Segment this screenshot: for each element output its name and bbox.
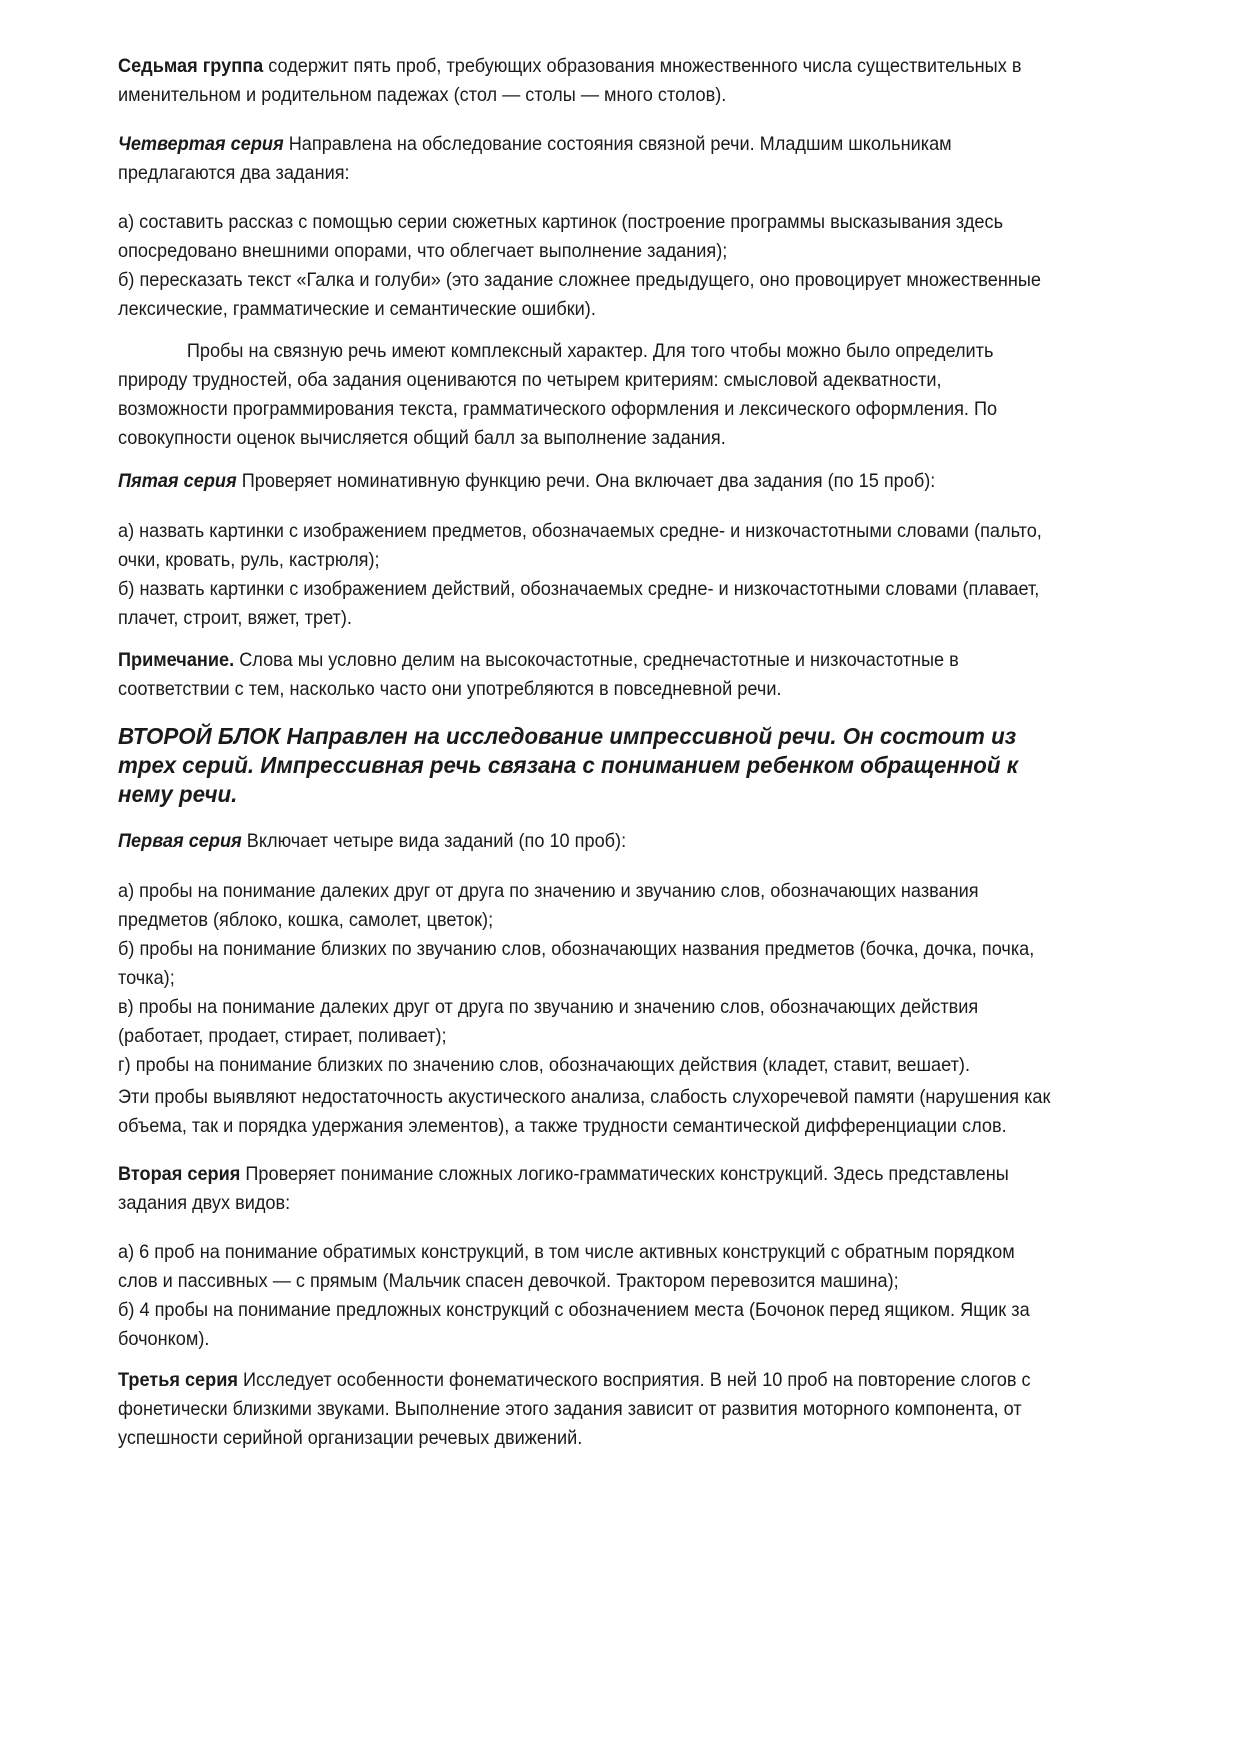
text-line: а) составить рассказ с помощью серии сюжетных картинок (построение программы высказывания здесь bbox=[118, 211, 1004, 233]
text-line: Пробы на связную речь имеют комплексный характер. Для того чтобы можно было определить bbox=[186, 340, 994, 362]
heading-line: нему речи. bbox=[118, 781, 238, 807]
text-line: предлагаются два задания: bbox=[118, 162, 350, 184]
text-line: объема, так и порядка удержания элементов), а также трудности семантической дифференциации слов. bbox=[118, 1115, 1007, 1137]
text-line: Проверяет номинативную функцию речи. Она включает два задания (по 15 проб): bbox=[236, 470, 936, 492]
paragraph-first-series bbox=[118, 827, 1113, 856]
text-line: успешности серийной организации речевых движений. bbox=[118, 1427, 583, 1449]
heading-line: ВТОРОЙ БЛОК Направлен на исследование импрессивной речи. Он состоит из bbox=[118, 723, 1017, 749]
text-line: Эти пробы выявляют недостаточность акустического анализа, слабость слухоречевой памяти (нарушения как bbox=[118, 1086, 1051, 1108]
text-line: Исследует особенности фонематического восприятия. В ней 10 проб на повторение слогов с bbox=[237, 1369, 1031, 1391]
text-line: а) пробы на понимание далеких друг от друга по значению и звучанию слов, обозначающих названия bbox=[118, 880, 979, 902]
text-line: природу трудностей, оба задания оцениваются по четырем критериям: смысловой адекватности, bbox=[118, 369, 942, 391]
text-line: б) 4 пробы на понимание предложных конструкций с обозначением места (Бочонок перед ящиком. Ящик за bbox=[118, 1299, 1030, 1321]
text-line: б) пересказать текст «Галка и голуби» (это задание сложнее предыдущего, оно провоцирует множественные bbox=[118, 269, 1041, 291]
text-line: опосредовано внешними опорами, что облегчает выполнение задания); bbox=[118, 240, 728, 262]
text-line: а) назвать картинки с изображением предметов, обозначаемых средне- и низкочастотными словами (пальто, bbox=[118, 520, 1042, 542]
paragraph-fourth-series-tasks bbox=[118, 208, 1188, 324]
note-label: Примечание. bbox=[118, 649, 235, 671]
text-line: содержит пять проб, требующих образования множественного числа существительных в bbox=[263, 55, 1022, 77]
fifth-series-title: Пятая серия bbox=[118, 470, 237, 492]
second-series-label: Вторая серия bbox=[118, 1163, 241, 1185]
seventh-group-label: Седьмая группа bbox=[118, 55, 264, 77]
text-line: совокупности оценок вычисляется общий балл за выполнение задания. bbox=[118, 427, 726, 449]
text-line: Слова мы условно делим на высокочастотные, среднечастотные и низкочастотные в bbox=[234, 649, 959, 671]
paragraph-second-series bbox=[118, 1160, 1113, 1218]
text-line: б) пробы на понимание близких по звучанию слов, обозначающих названия предметов (бочка, дочка, почка, bbox=[118, 938, 1035, 960]
paragraph-probes-reveal bbox=[118, 1083, 1188, 1141]
text-line: задания двух видов: bbox=[118, 1192, 291, 1214]
paragraph-connected-speech bbox=[118, 337, 1113, 453]
text-line: Включает четыре вида заданий (по 10 проб): bbox=[241, 830, 627, 852]
text-line: слов и пассивных — с прямым (Мальчик спасен девочкой. Трактором перевозится машина); bbox=[118, 1270, 899, 1292]
first-series-title: Первая серия bbox=[118, 830, 242, 852]
text-line: предметов (яблоко, кошка, самолет, цветок); bbox=[118, 909, 494, 931]
text-line: именительном и родительном падежах (стол — столы — много столов). bbox=[118, 84, 727, 106]
text-line: соответствии с тем, насколько часто они употребляются в повседневной речи. bbox=[118, 678, 782, 700]
text-line: возможности программирования текста, грамматического оформления и лексического оформления. По bbox=[118, 398, 998, 420]
text-line: (работает, продает, стирает, поливает); bbox=[118, 1025, 447, 1047]
heading-line: трех серий. Импрессивная речь связана с пониманием ребенком обращенной к bbox=[118, 752, 1019, 778]
paragraph-second-series-tasks bbox=[118, 1238, 1188, 1354]
text-line: плачет, строит, вяжет, трет). bbox=[118, 607, 352, 629]
paragraph-third-series bbox=[118, 1366, 1188, 1453]
text-line: точка); bbox=[118, 967, 175, 989]
text-line: Направлена на обследование состояния связной речи. Младшим школьникам bbox=[283, 133, 952, 155]
paragraph-seventh-group bbox=[118, 52, 1113, 110]
text-line: лексические, грамматические и семантические ошибки). bbox=[118, 298, 596, 320]
text-line: очки, кровать, руль, кастрюля); bbox=[118, 549, 380, 571]
text-line: фонетически близкими звуками. Выполнение этого задания зависит от развития моторного компонента, от bbox=[118, 1398, 1022, 1420]
paragraph-fourth-series bbox=[118, 130, 1113, 188]
third-series-label: Третья серия bbox=[118, 1369, 238, 1391]
paragraph-fifth-series-tasks bbox=[118, 517, 1188, 633]
text-line: а) 6 проб на понимание обратимых конструкций, в том числе активных конструкций с обратным порядком bbox=[118, 1241, 1015, 1263]
text-line: в) пробы на понимание далеких друг от друга по звучанию и значению слов, обозначающих действия bbox=[118, 996, 979, 1018]
text-line: б) назвать картинки с изображением действий, обозначаемых средне- и низкочастотными словами (плавает, bbox=[118, 578, 1040, 600]
fourth-series-title: Четвертая серия bbox=[118, 133, 284, 155]
text-line: Проверяет понимание сложных логико-грамматических конструкций. Здесь представлены bbox=[240, 1163, 1009, 1185]
section-heading-second-block bbox=[118, 722, 1117, 809]
text-line: г) пробы на понимание близких по значению слов, обозначающих действия (кладет, ставит, вешает). bbox=[118, 1054, 971, 1076]
paragraph-note bbox=[118, 646, 1113, 704]
text-line: бочонком). bbox=[118, 1328, 210, 1350]
paragraph-first-series-tasks bbox=[118, 877, 1188, 1080]
paragraph-fifth-series bbox=[118, 467, 1113, 496]
